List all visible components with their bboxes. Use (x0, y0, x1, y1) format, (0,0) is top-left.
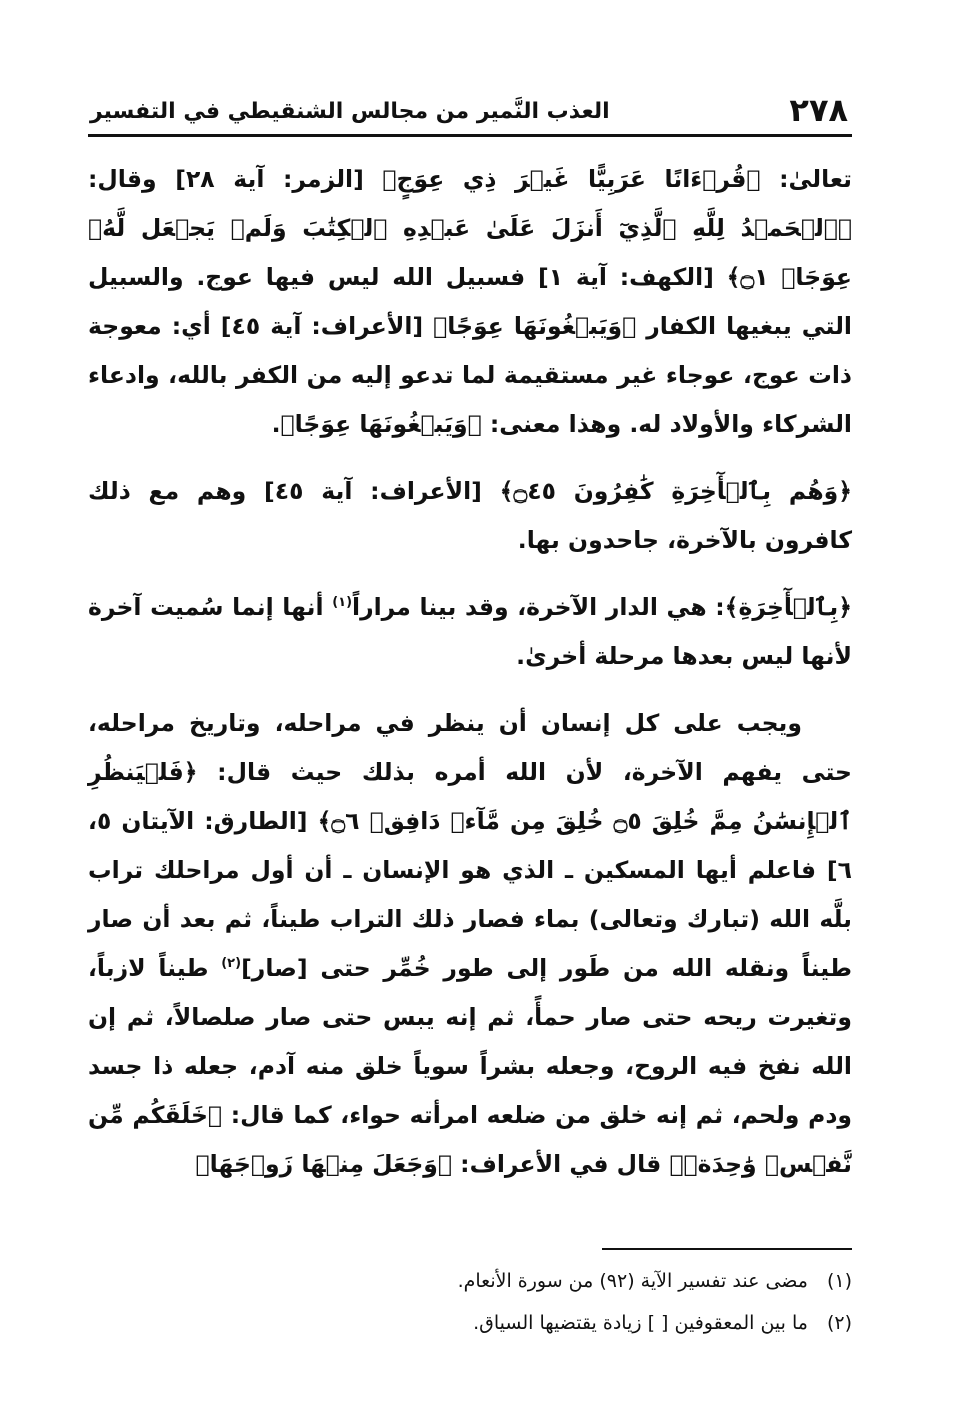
paragraph-3 (88, 583, 852, 681)
book-page (88, 88, 852, 1378)
paragraph-4-text-after: طيناً لازباً، وتغيرت ريحه حتى صار حمأً، ثم إنه يبس حتى صار صلصالاً، ثم إن الله نفخ فيه الروح، وجعله بشراً سوياً خلق منه آدم، جعله ذا جسد ودم ولحم، ثم إنه خلق من ضلعه امرأته حواء، كما قال: ﴿خَلَقَكُم مِّن نَّفۡسٖ وَٰحِدَةٖ﴾ قال في الأعراف: ﴿وَجَعَلَ مِنۡهَا زَوۡجَهَا﴾ (88, 954, 852, 1178)
footnote-divider (602, 1248, 852, 1250)
main-text (88, 155, 852, 1189)
footnotes (88, 1260, 852, 1344)
footnote-ref-1[interactable]: (١) (332, 595, 353, 611)
page-header (88, 88, 852, 137)
paragraph-3-text-before: ﴿بِٱلۡأٓخِرَةِ﴾: هي الدار الآخرة، وقد بينا مراراً (352, 593, 852, 621)
running-title: العذب النَّمير من مجالس الشنقيطي في التفسير (90, 99, 610, 124)
footnote-1-number: (١) (826, 1270, 852, 1292)
paragraph-2: ﴿وَهُم بِٱلۡأٓخِرَةِ كَٰفِرُونَ ۝٤٥﴾ [الأعراف: آية ٤٥] وهم مع ذلك كافرون بالآخرة، جاحدون بها. (88, 477, 853, 554)
paragraph-3-text-after: أنها إنما سُميت آخرة لأنها ليس بعدها مرحلة أخرىٰ. (88, 593, 852, 670)
footnote-2-text: ما بين المعقوفين [ ] زيادة يقتضيها السياق. (473, 1312, 808, 1334)
footnote-2 (88, 1302, 852, 1344)
footnote-ref-2[interactable]: (٢) (221, 956, 242, 972)
footnote-1 (88, 1260, 852, 1302)
paragraph-4-text-before: ويجب على كل إنسان أن ينظر في مراحله، وتاريخ مراحله، حتى يفهم الآخرة، لأن الله أمره بذلك حيث قال: ﴿فَلۡيَنظُرِ ٱلۡإِنسَٰنُ مِمَّ خُلِقَ ۝٥ خُلِقَ مِن مَّآءٖ دَافِقٖ ۝٦﴾ [الطارق: الآيتان ٥، ٦] فاعلم أيها المسكين ـ الذي هو الإنسان ـ أن أول مراحلك تراب بلَّه الله (تبارك وتعالى) بماء فصار ذلك التراب طيناً، ثم بعد أن صار طيناً ونقله الله من طَور إلى طور خُمِّر حتى [صار] (88, 709, 852, 982)
paragraph-4 (88, 699, 852, 1189)
paragraph-1: تعالىٰ: ﴿قُرۡءَانًا عَرَبِيًّا غَيۡرَ ذِي عِوَجٍ﴾ [الزمر: آية ٢٨] وقال: ﴿ٱلۡحَمۡدُ لِلَّهِ ٱلَّذِيٓ أَنزَلَ عَلَىٰ عَبۡدِهِ ٱلۡكِتَٰبَ وَلَمۡ يَجۡعَل لَّهُۥ عِوَجَاۜ ۝١﴾ [الكهف: آية ١] فسبيل الله ليس فيها عوج. والسبيل التي يبغيها الكفار ﴿وَيَبۡغُونَهَا عِوَجًا﴾ [الأعراف: آية ٤٥] أي: معوجة ذات عوج، عوجاء غير مستقيمة لما تدعو إليه من الكفر بالله، وادعاء الشركاء والأولاد له. وهذا معنى: ﴿وَيَبۡغُونَهَا عِوَجًا﴾. (88, 165, 852, 438)
page-number: ٢٧٨ (789, 91, 848, 129)
footnote-2-number: (٢) (826, 1312, 852, 1334)
footnote-1-text: مضى عند تفسير الآية (٩٢) من سورة الأنعام. (457, 1270, 808, 1292)
